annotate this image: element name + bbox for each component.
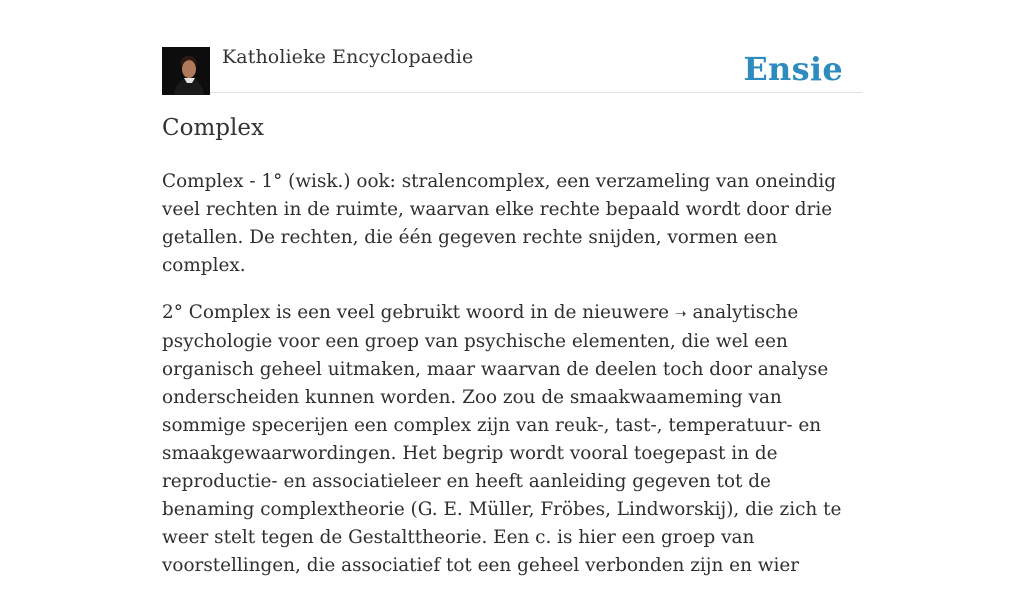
paragraph-2	[162, 299, 862, 580]
brand-logo[interactable]: Ensie	[743, 50, 843, 88]
paragraph-2-text-start: 2° Complex is een veel gebruikt woord in de nieuwere	[162, 302, 675, 323]
article-body	[162, 168, 862, 599]
arrow-link-icon[interactable]: ➝	[674, 306, 687, 322]
paragraph-2-text-rest: analytische psychologie voor een groep van psychische elementen, die wel een organisch geheel uitmaken, maar waarvan de deelen toch door analyse onderscheiden kunnen worden. Zoo zou de smaakwaameming van sommige specerijen een complex zijn van reuk-, tast-, temperatuur- en smaakgewaarwordingen. Het begrip wordt vooral toegepast in de reproductie- en associatieleer en heeft aanleiding gegeven tot de benaming complextheorie (G. E. Müller, Fröbes, Lindworskij), die zich te weer stelt tegen de Gestalttheorie. Een c. is hier een groep van voorstellingen, die associatief tot een geheel verbonden zijn en wier	[162, 302, 842, 576]
page-container	[162, 0, 862, 576]
page-title: Complex	[162, 115, 264, 141]
portrait-icon	[162, 47, 210, 95]
portrait-avatar[interactable]	[162, 47, 210, 95]
paragraph-1: Complex - 1° (wisk.) ook: stralencomplex, een verzameling van oneindig veel rechten in de ruimte, waarvan elke rechte bepaald wordt door drie getallen. De rechten, die één gegeven rechte snijden, vormen een complex.	[162, 171, 837, 276]
site-header	[162, 0, 862, 93]
site-name[interactable]: Katholieke Encyclopaedie	[222, 46, 474, 68]
